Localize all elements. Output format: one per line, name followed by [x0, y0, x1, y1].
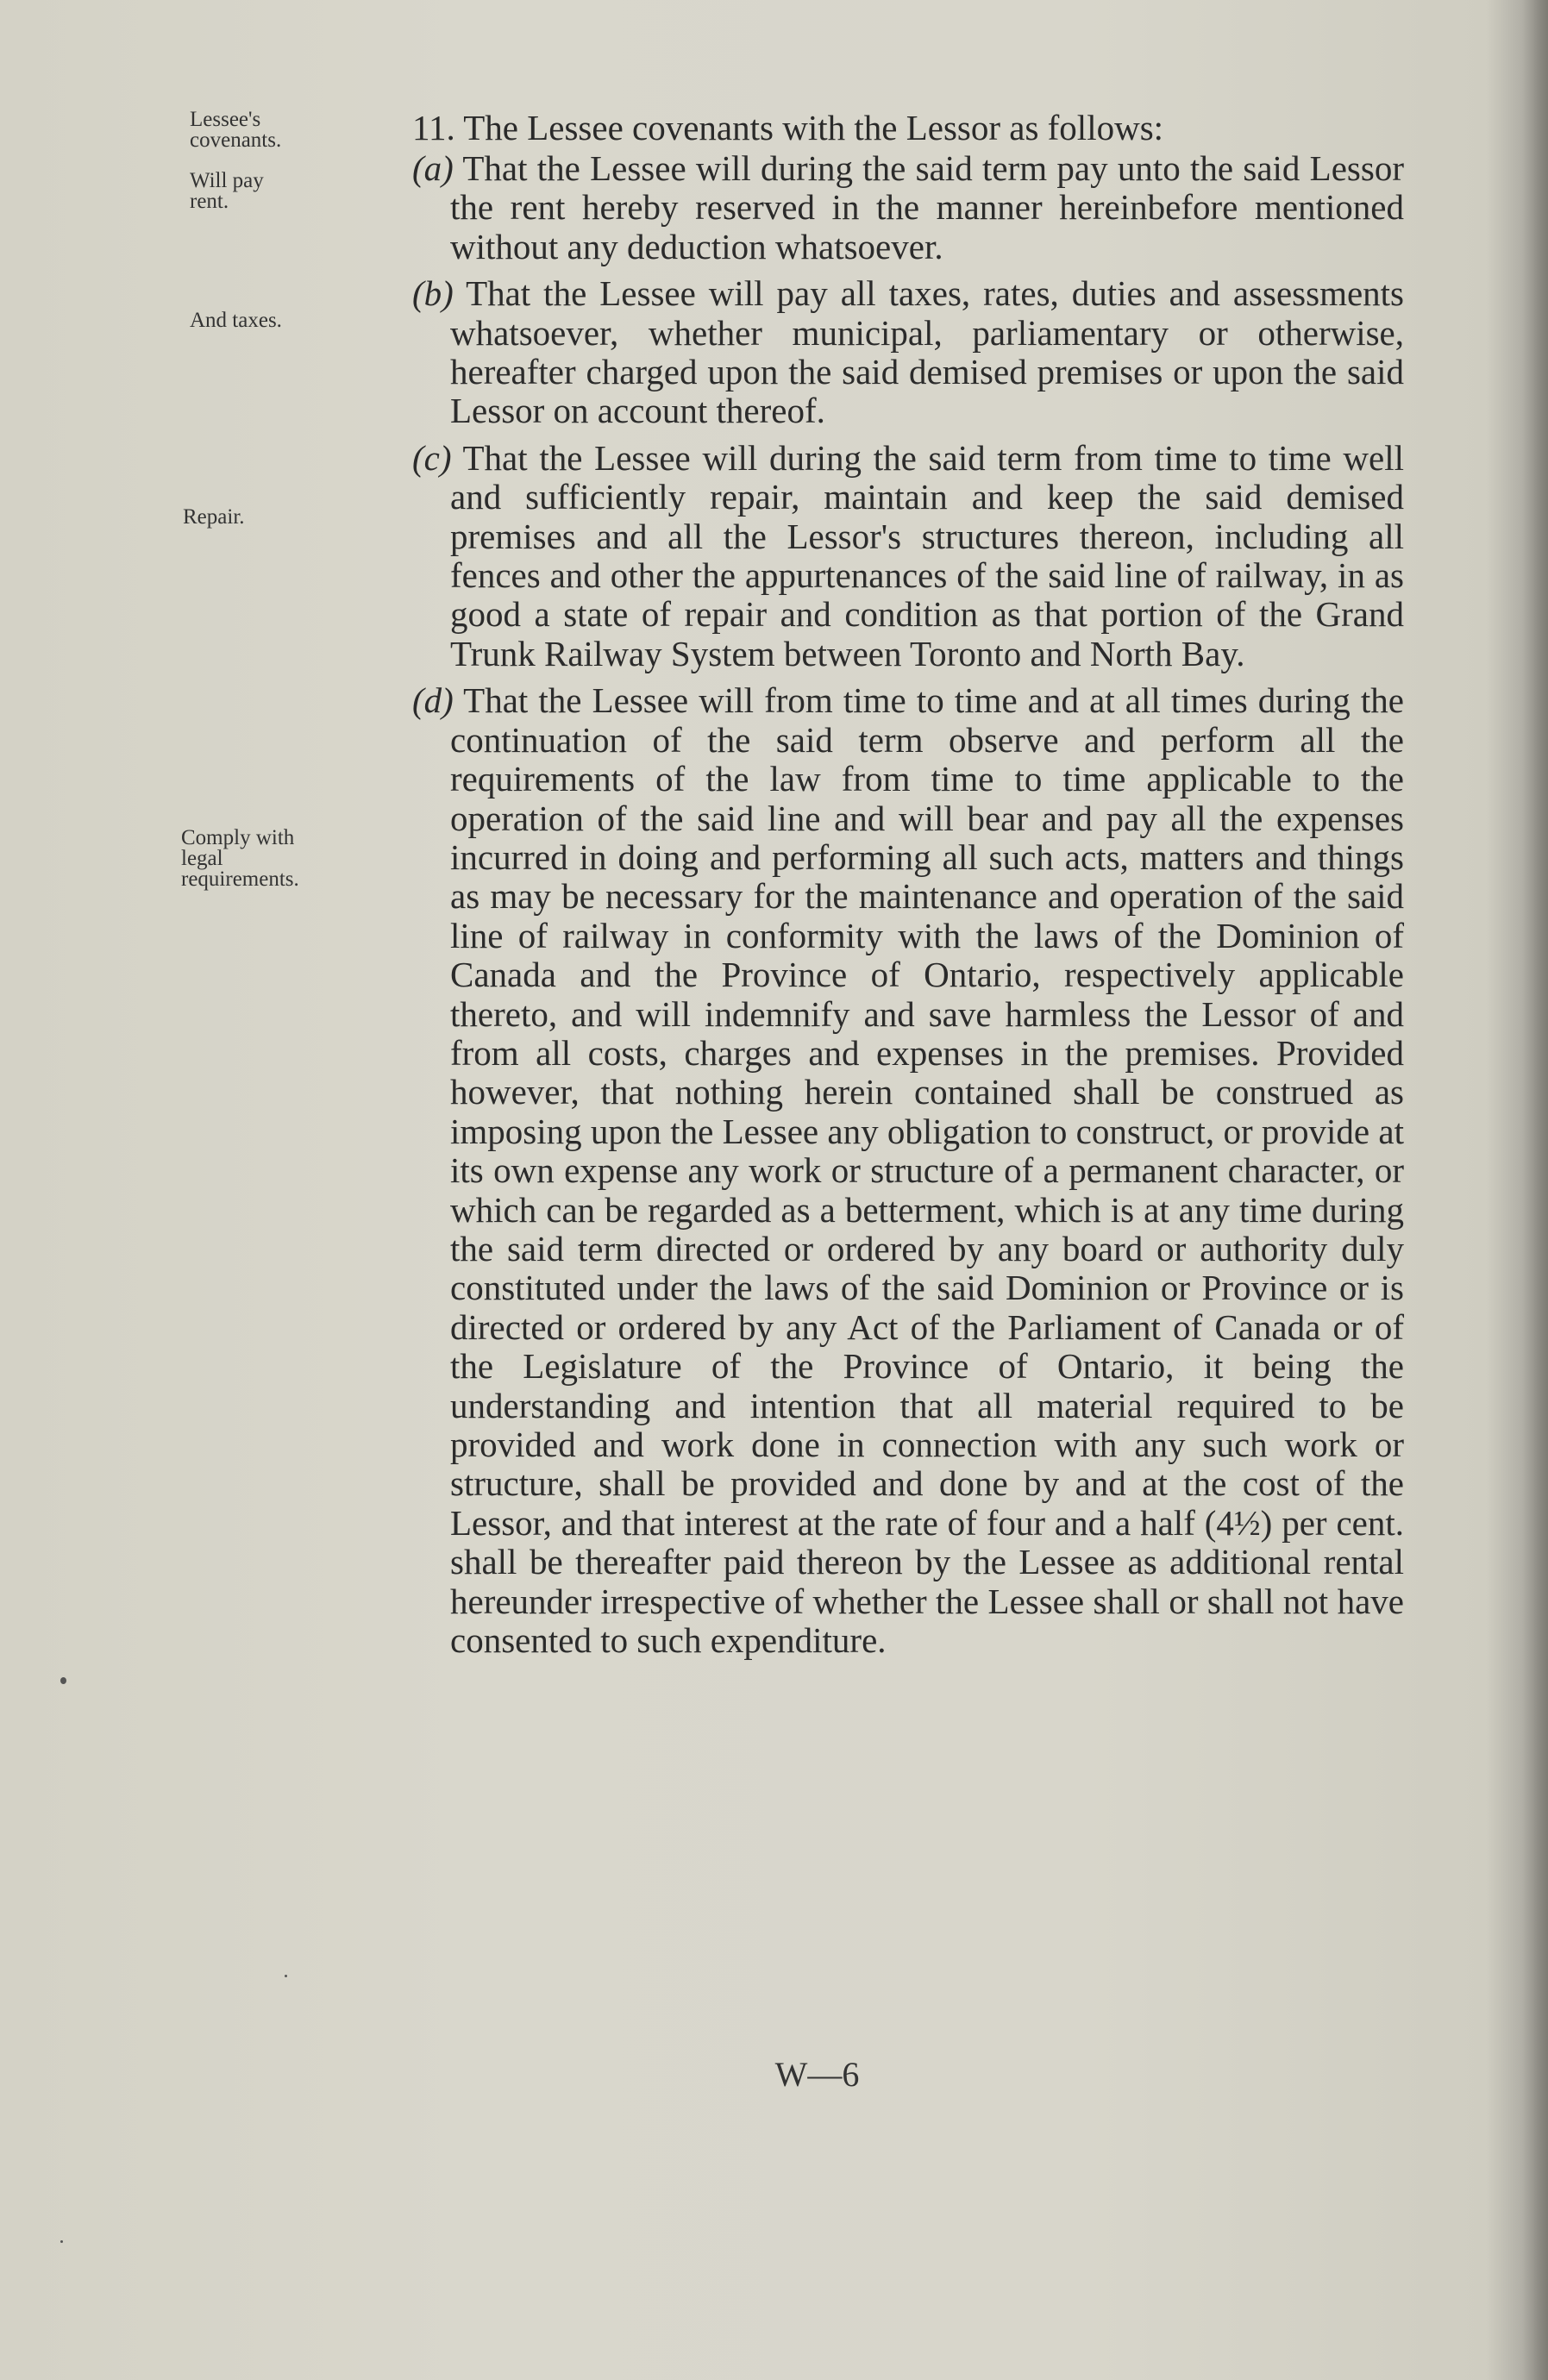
clause-c [412, 439, 1404, 673]
clause-label: (d) [412, 680, 454, 721]
clause-a [412, 149, 1404, 266]
margin-note-line: rent. [190, 190, 229, 213]
margin-note-comply-with-legal-requirements [181, 828, 362, 890]
clause-text: That the Lessee will from time to time and at all times during the continuation of the said term observe and perform all the requirements of the law from time to time applicable to the operation of the said line and will bear and pay all the expenses incurred in doing and performing all such acts, matters and things as may be necessary for the maintenance and operation of the said line of railway in conformity with the laws of the Dominion of Canada and the Province of Ontario, respectively applicable thereto, and will indemnify and save harmless the Lessor of and from all costs, charges and expenses in the premises. Provided however, that nothing herein contained shall be construed as imposing upon the Lessee any obligation to construct, or provide at its own expense any work or structure of a permanent character, or which can be regarded as a betterment, which is at any time during the said term directed or ordered by any board or authority duly constituted under the laws of the said Dominion or Province or is directed or ordered by any Act of the Parliament of Canada or of the Legislature of the Province of Ontario, it being the understanding and intention that all material required to be provided and work done in connection with any such work or structure, shall be provided and done by and at the cost of the Lessor, and that interest at the rate of four and a half (4½) per cent. shall be thereafter paid thereon by the Lessee as additional rental hereunder irrespective of whether the Lessee shall or shall not have consented to such expenditure. [450, 680, 1404, 1661]
margin-note-line: legal [181, 847, 223, 870]
margin-note-line: Lessee's [190, 108, 261, 131]
page-edge-shadow [1522, 0, 1548, 2380]
margin-note-line: requirements. [181, 867, 299, 891]
section-heading: 11. The Lessee covenants with the Lessor as follows: [412, 108, 1164, 147]
section-body [412, 149, 1404, 1660]
clause-text: That the Lessee will during the said term pay unto the said Lessor the rent hereby reserved in the manner hereinbefore mentioned without any deduction whatsoever. [450, 148, 1404, 266]
margin-note-lessees-covenants [190, 110, 371, 151]
margin-note-line: Comply with [181, 826, 295, 849]
print-speck [285, 1975, 287, 1977]
margin-note-line: covenants. [190, 128, 282, 152]
page-number: W—6 [774, 2055, 860, 2094]
clause-label: (a) [412, 148, 454, 188]
margin-note-will-pay-rent [190, 171, 371, 212]
margin-note-line: And taxes. [190, 309, 282, 332]
margin-note-repair [183, 507, 364, 528]
print-speck [60, 2240, 63, 2243]
clause-text: That the Lessee will during the said term from time to time well and sufficiently repair, maintain and keep the said demised premises and all the Lessor's structures thereon, including all fences and other the appurtenances of the said line of railway, in as good a state of repair and condition as that portion of the Grand Trunk Railway System between Toronto and North Bay. [450, 437, 1404, 673]
clause-text: That the Lessee will pay all taxes, rates, duties and assessments whatsoever, whether municipal, parliamentary or otherwise, hereafter charged upon the said demised premises or upon the said Lessor on account thereof. [450, 273, 1405, 431]
margin-note-and-taxes [190, 310, 371, 331]
clause-label: (c) [412, 437, 452, 478]
margin-note-line: Will pay [190, 169, 264, 192]
margin-note-line: Repair. [183, 505, 245, 529]
clause-b [412, 274, 1404, 431]
clause-label: (b) [412, 273, 454, 314]
clause-d [412, 681, 1404, 1660]
print-speck [60, 1677, 66, 1684]
